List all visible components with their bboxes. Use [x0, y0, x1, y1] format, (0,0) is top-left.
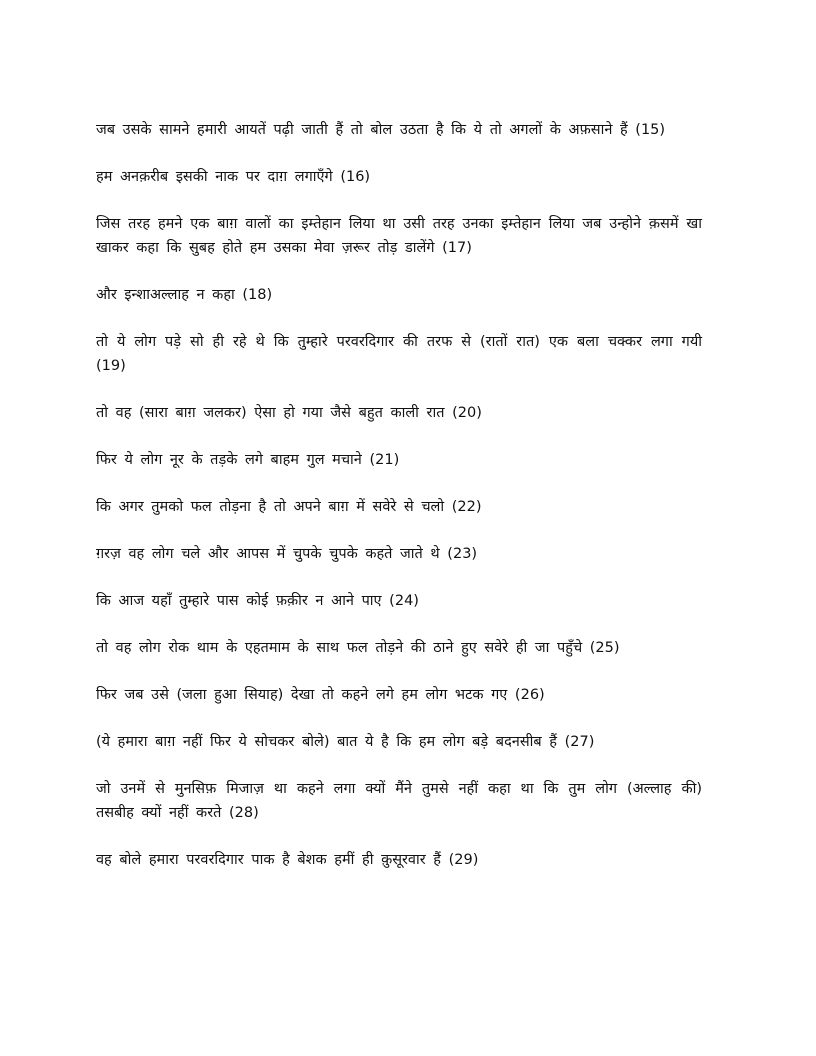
verse-28: जो उनमें से मुनसिफ़ मिजाज़ था कहने लगा क्यों मैंने तुमसे नहीं कहा था कि तुम लोग (अल्लाह की) तसबीह क्यों नहीं करते (28): [96, 781, 702, 821]
verse-22: कि अगर तुमको फल तोड़ना है तो अपने बाग़ में सवेरे से चलो (22): [96, 499, 482, 515]
verse-25: तो वह लोग रोक थाम के एहतमाम के साथ फल तोड़ने की ठाने हुए सवेरे ही जा पहुँचे (25): [96, 640, 620, 656]
verse-18: और इन्शाअल्लाह न कहा (18): [96, 287, 273, 303]
verse-21: फिर ये लोग नूर के तड़के लगे बाहम गुल मचाने (21): [96, 452, 400, 468]
document-body: [96, 118, 702, 895]
verse-29: वह बोले हमारा परवरदिगार पाक है बेशक हमीं ही क़ुसूरवार हैं (29): [96, 852, 479, 868]
verse-17: जिस तरह हमने एक बाग़ वालों का इम्तेहान लिया था उसी तरह उनका इम्तेहान लिया जब उन्होने क़समें खा खाकर कहा कि सुबह होते हम उसका मेवा ज़रूर तोड़ डालेंगे (17): [96, 216, 702, 256]
verse-26: फिर जब उसे (जला हुआ सियाह) देखा तो कहने लगे हम लोग भटक गए (26): [96, 687, 545, 703]
verse-15: जब उसके सामने हमारी आयतें पढ़ी जाती हैं तो बोल उठता है कि ये तो अगलों के अफ़साने हैं (15): [96, 122, 666, 138]
verse-27: (ये हमारा बाग़ नहीं फिर ये सोचकर बोले) बात ये है कि हम लोग बड़े बदनसीब हैं (27): [96, 734, 595, 750]
verse-19: तो ये लोग पड़े सो ही रहे थे कि तुम्हारे परवरदिगार की तरफ से (रातों रात) एक बला चक्कर लगा गयी (19): [96, 334, 702, 374]
verse-23: ग़रज़ वह लोग चले और आपस में चुपके चुपके कहते जाते थे (23): [96, 546, 478, 562]
verse-16: हम अनक़रीब इसकी नाक पर दाग़ लगाएँगे (16): [96, 169, 371, 185]
verse-20: तो वह (सारा बाग़ जलकर) ऐसा हो गया जैसे बहुत काली रात (20): [96, 405, 482, 421]
verse-24: कि आज यहाँ तुम्हारे पास कोई फ़क़ीर न आने पाए (24): [96, 593, 419, 609]
